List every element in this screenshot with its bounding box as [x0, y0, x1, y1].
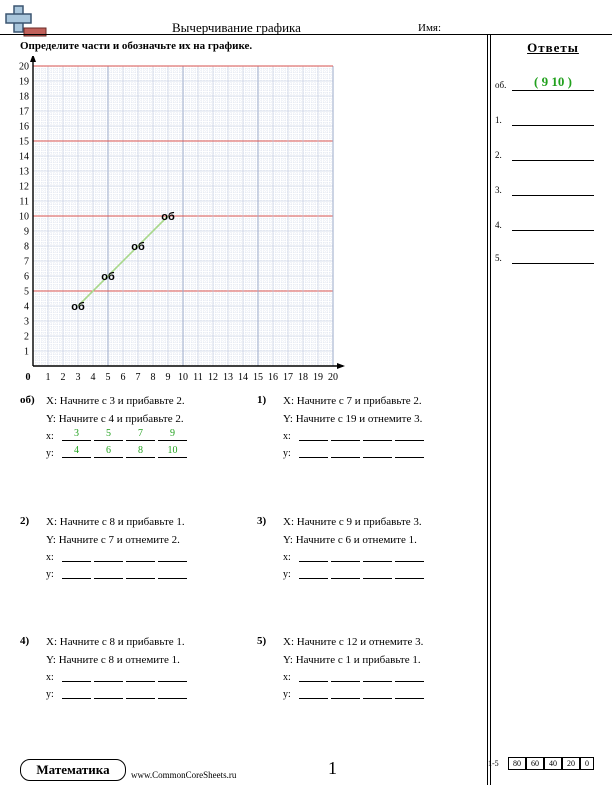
x-value-blank[interactable] — [94, 549, 123, 562]
problem-number: 5) — [257, 635, 267, 647]
y-value-blank[interactable] — [395, 445, 424, 458]
answer-divider-right — [490, 34, 491, 785]
x-value-blank[interactable]: 5 — [94, 428, 123, 441]
point-label: об — [161, 211, 175, 223]
y-rule: Y: Начните с 19 и отнемите 3. — [283, 413, 423, 425]
x-value-blank[interactable] — [299, 669, 328, 682]
problem-number: 3) — [257, 515, 267, 527]
y-value-blank[interactable] — [158, 566, 187, 579]
y-tick-label: 18 — [19, 91, 29, 103]
x-tick-label: 15 — [253, 372, 263, 383]
x-value-blank[interactable] — [158, 549, 187, 562]
problem-number: 2) — [20, 515, 30, 527]
x-value-blank[interactable] — [299, 428, 328, 441]
x-tick-label: 14 — [238, 372, 248, 383]
y-value-blank[interactable]: 6 — [94, 445, 123, 458]
y-tick-label: 2 — [24, 331, 29, 343]
y-value-blank[interactable] — [395, 566, 424, 579]
x-value-blank[interactable] — [299, 549, 328, 562]
y-value-blank[interactable] — [62, 566, 91, 579]
x-tick-label: 0 — [25, 372, 31, 383]
y-value-blank[interactable] — [363, 445, 392, 458]
x-value-blank[interactable] — [126, 669, 155, 682]
score-box: 0 — [580, 757, 594, 770]
point-label: об — [71, 301, 85, 313]
x-tick-label: 13 — [223, 372, 233, 383]
score-box: 40 — [544, 757, 562, 770]
answer-divider-left — [487, 34, 488, 785]
y-tick-label: 13 — [19, 166, 29, 178]
answer-blank[interactable] — [512, 230, 594, 231]
point-label: об — [131, 241, 145, 253]
y-rule: Y: Начните с 4 и прибавьте 2. — [46, 413, 184, 425]
x-tick-label: 6 — [120, 372, 126, 383]
y-tick-label: 7 — [24, 256, 29, 268]
coordinate-graph — [0, 56, 345, 386]
x-tick-label: 17 — [283, 372, 293, 383]
y-tick-label: 4 — [24, 301, 29, 313]
x-axis-arrow — [337, 363, 345, 369]
answer-blank[interactable] — [512, 90, 594, 91]
y-tick-label: 15 — [19, 136, 29, 148]
y-value-blank[interactable] — [94, 566, 123, 579]
x-value-blank[interactable]: 9 — [158, 428, 187, 441]
y-value-blank[interactable]: 8 — [126, 445, 155, 458]
x-value-blank[interactable] — [363, 549, 392, 562]
x-row-label: x: — [46, 672, 54, 683]
score-box: 60 — [526, 757, 544, 770]
y-tick-label: 6 — [24, 271, 29, 283]
y-rule: Y: Начните с 1 и прибавьте 1. — [283, 654, 421, 666]
answer-blank[interactable] — [512, 195, 594, 196]
y-value-blank[interactable] — [331, 445, 360, 458]
y-tick-label: 1 — [24, 346, 29, 358]
x-value-blank[interactable] — [94, 669, 123, 682]
y-value-blank[interactable] — [331, 686, 360, 699]
x-tick-label: 4 — [90, 372, 96, 383]
page-title: Вычерчивание графика — [172, 20, 301, 35]
y-value-blank[interactable] — [62, 686, 91, 699]
x-tick-label: 7 — [135, 372, 141, 383]
answer-label: 4. — [495, 220, 502, 230]
answers-title: Ответы — [527, 40, 579, 55]
instructions: Определите части и обозначьте их на графике. — [20, 40, 253, 52]
answer-label: 2. — [495, 150, 502, 160]
y-row-label: y: — [283, 569, 291, 580]
point-label: об — [101, 271, 115, 283]
logo-icon — [4, 4, 48, 38]
y-tick-label: 20 — [19, 61, 29, 73]
y-tick-label: 11 — [19, 196, 29, 208]
x-value-blank[interactable]: 3 — [62, 428, 91, 441]
y-tick-label: 10 — [19, 211, 29, 223]
x-value-blank[interactable] — [395, 669, 424, 682]
x-tick-label: 10 — [178, 372, 188, 383]
answer-label: 1. — [495, 115, 502, 125]
x-value-blank[interactable] — [62, 549, 91, 562]
y-rule: Y: Начните с 6 и отнемите 1. — [283, 534, 417, 546]
y-row-label: y: — [46, 569, 54, 580]
y-tick-label: 19 — [19, 76, 29, 88]
y-tick-label: 14 — [19, 151, 29, 163]
y-value-blank[interactable] — [126, 686, 155, 699]
x-rule: X: Начните с 8 и прибавьте 1. — [46, 516, 185, 528]
x-value-blank[interactable] — [395, 428, 424, 441]
y-tick-label: 12 — [19, 181, 29, 193]
x-tick-label: 8 — [150, 372, 156, 383]
y-rule: Y: Начните с 7 и отнемите 2. — [46, 534, 180, 546]
y-value-blank[interactable] — [331, 566, 360, 579]
x-value-blank[interactable] — [158, 669, 187, 682]
y-row-label: y: — [283, 448, 291, 459]
x-tick-label: 2 — [60, 372, 66, 383]
x-row-label: x: — [46, 552, 54, 563]
x-rule: X: Начните с 7 и прибавьте 2. — [283, 395, 422, 407]
page-number: 1 — [328, 758, 337, 778]
x-row-label: x: — [283, 552, 291, 563]
y-tick-label: 9 — [24, 226, 29, 238]
x-value-blank[interactable]: 7 — [126, 428, 155, 441]
subject-badge: Математика — [20, 759, 126, 781]
problem-number: 1) — [257, 394, 267, 406]
y-tick-label: 3 — [24, 316, 29, 328]
x-tick-label: 16 — [268, 372, 278, 383]
x-row-label: x: — [46, 431, 54, 442]
problem-number: об) — [20, 394, 35, 406]
y-value-blank[interactable] — [299, 445, 328, 458]
x-tick-label: 1 — [45, 372, 51, 383]
answer-label: 5. — [495, 253, 502, 263]
x-rule: X: Начните с 9 и прибавьте 3. — [283, 516, 422, 528]
x-value-blank[interactable] — [62, 669, 91, 682]
x-tick-label: 11 — [193, 372, 203, 383]
score-box: 20 — [562, 757, 580, 770]
y-value-blank[interactable] — [395, 686, 424, 699]
y-value-blank[interactable] — [158, 686, 187, 699]
score-box: 80 — [508, 757, 526, 770]
x-tick-label: 3 — [75, 372, 81, 383]
y-value-blank[interactable] — [126, 566, 155, 579]
x-row-label: x: — [283, 672, 291, 683]
answer-blank[interactable] — [512, 160, 594, 161]
answer-label: 3. — [495, 185, 502, 195]
x-rule: X: Начните с 12 и отнемите 3. — [283, 636, 424, 648]
x-tick-label: 5 — [105, 372, 111, 383]
x-value-blank[interactable] — [331, 669, 360, 682]
answer-value: ( 9 10 ) — [534, 74, 572, 89]
x-rule: X: Начните с 3 и прибавьте 2. — [46, 395, 185, 407]
x-value-blank[interactable] — [363, 428, 392, 441]
answer-blank[interactable] — [512, 125, 594, 126]
y-value-blank[interactable] — [299, 686, 328, 699]
answer-blank[interactable] — [512, 263, 594, 264]
y-axis-arrow — [30, 56, 36, 62]
x-value-blank[interactable] — [331, 428, 360, 441]
y-row-label: y: — [283, 689, 291, 700]
x-value-blank[interactable] — [363, 669, 392, 682]
x-rule: X: Начните с 8 и прибавьте 1. — [46, 636, 185, 648]
footer-url: www.CommonCoreSheets.ru — [131, 770, 237, 780]
y-value-blank[interactable] — [363, 686, 392, 699]
y-row-label: y: — [46, 448, 54, 459]
x-tick-label: 12 — [208, 372, 218, 383]
x-tick-label: 18 — [298, 372, 308, 383]
x-tick-label: 20 — [328, 372, 338, 383]
y-tick-label: 16 — [19, 121, 29, 133]
name-label: Имя: — [418, 22, 442, 34]
x-tick-label: 19 — [313, 372, 323, 383]
y-tick-label: 17 — [19, 106, 29, 118]
x-value-blank[interactable] — [331, 549, 360, 562]
y-value-blank[interactable] — [94, 686, 123, 699]
y-tick-label: 5 — [24, 286, 29, 298]
y-value-blank[interactable] — [299, 566, 328, 579]
y-row-label: y: — [46, 689, 54, 700]
y-value-blank[interactable]: 4 — [62, 445, 91, 458]
y-value-blank[interactable] — [363, 566, 392, 579]
header-rule — [0, 34, 612, 35]
x-tick-label: 9 — [165, 372, 171, 383]
x-value-blank[interactable] — [395, 549, 424, 562]
y-value-blank[interactable]: 10 — [158, 445, 187, 458]
score-label: 1-5 — [488, 759, 499, 768]
x-value-blank[interactable] — [126, 549, 155, 562]
problem-number: 4) — [20, 635, 30, 647]
answer-label: об. — [495, 80, 507, 90]
y-tick-label: 8 — [24, 241, 29, 253]
x-row-label: x: — [283, 431, 291, 442]
y-rule: Y: Начните с 8 и отнемите 1. — [46, 654, 180, 666]
